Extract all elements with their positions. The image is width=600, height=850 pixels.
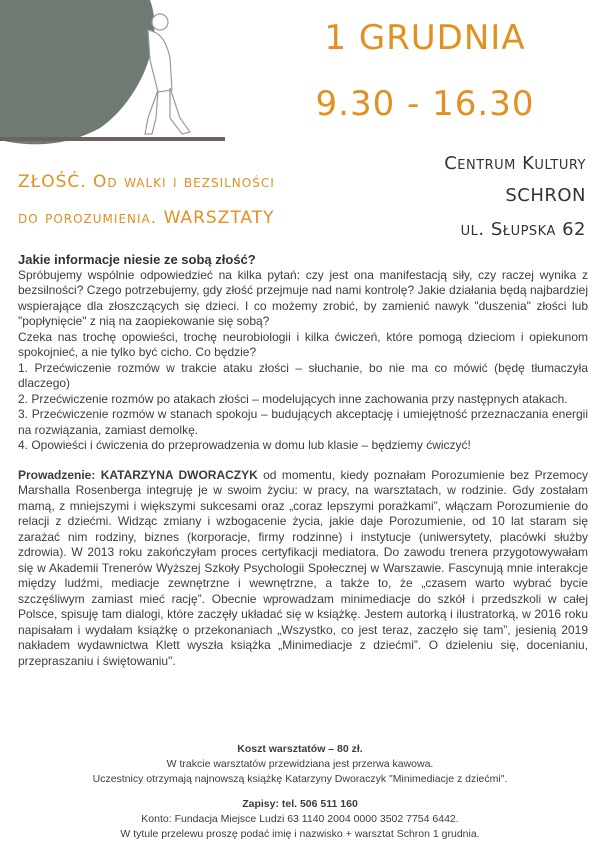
header-illustration	[0, 0, 240, 150]
program-item: 4. Opowieści i ćwiczenia do przeprowadzenia w domu lub klasie – będziemy ćwiczyć!	[18, 438, 471, 452]
event-date: 1 GRUDNIA	[324, 18, 526, 58]
intro-heading: Jakie informacje niesie ze sobą złość?	[18, 252, 256, 267]
signup-line: Zapisy: tel. 506 511 160	[242, 798, 358, 810]
program-item: 1. Przećwiczenie rozmów w trakcie ataku złości – słuchanie, bo nie ma co mówić (będę tłumaczyła dlaczego)	[18, 360, 588, 390]
gift-line: Uczestnicy otrzymają najnowszą książkę Katarzyny Dworaczyk "Minimediacje z dziećmi".	[92, 773, 508, 785]
venue-name: Centrum Kultury	[444, 153, 586, 174]
boulder-shape	[0, 0, 154, 144]
intro-paragraph-2: Czeka nas trochę opowieści, trochę neurobiologii i kilka ćwiczeń, które pomogą dzieciom i opiekunom spokojnieć, a nie tylko być cicho. Co będzie?	[18, 329, 588, 359]
venue-subname: SCHRON	[505, 185, 586, 206]
account-line: Konto: Fundacja Miejsce Ludzi 63 1140 2004 0000 3502 7754 6442.	[141, 813, 459, 825]
venue-address: ul. Słupska 62	[460, 219, 586, 240]
event-time: 9.30 - 16.30	[315, 84, 535, 124]
workshop-title-line1: ZŁOŚĆ. Od walki i bezsilności	[18, 172, 275, 192]
transfer-note: W tytule przelewu proszę podać imię i nazwisko + warsztat Schron 1 grudnia.	[120, 828, 480, 840]
bio-paragraph	[18, 468, 588, 670]
workshop-title-line2: do porozumienia. WARSZTATY	[18, 208, 275, 228]
program-item: 2. Przećwiczenie rozmów po atakach złości – modelujących inne zachowania przy następnych atakach.	[18, 391, 568, 406]
program-item: 3. Przećwiczenie rozmów w stanach spokoju – budujących akceptację i umiejętność przeznaczania energii na rozwiązania, zamiast demolkę.	[18, 407, 588, 437]
break-line: W trakcie warsztatów przewidziana jest przerwa kawowa.	[166, 758, 434, 770]
main-content	[18, 252, 588, 669]
footer-info	[0, 742, 600, 842]
bio-text: od momentu, kiedy poznałam Porozumienie bez Przemocy Marshalla Rosenberga integruję je w swoim życiu: w pracy, na warsztatach, w rodzinie. Gdy zostałam mamą, z mniejszymi i większymi sukcesami oraz „coraz lepszymi porażkami”, włączam Porozumienie do relacji z dziećmi. Widząc zmiany i wzbogacenie życia, jakie daje Porozumienie, od 10 lat staram się zarażać nim rodziny, biznes (korporacje, firmy rodzinne) i instytucje (uniwersytety, placówki służby zdrowia). W 2013 roku zakończyłam proces certyfikacji mediatora. Do zawodu trenera przygotowywałam się w Akademii Trenerów Wyższej Szkoły Psychologii Społecznej w Warszawie. Fascynują mnie interakcje między ludźmi, mediacje zewnętrzne i wewnętrzne, a także to, że „czasem warto wybrać bycie szczęśliwym zamiast mieć rację”. Obecnie wprowadzam minimediacje do szkół i przedszkoli w całej Polsce, spisuję tam dialogi, które zaczęły układać się w książkę. Jestem autorką i ilustratorką, w 2016 roku napisałam i wydałam książkę o przekonaniach „Wszystko, co jest teraz, zaczęło się tam”, jesienią 2019 nakładem wydawnictwa Klett wyszła książka „Minimediacje z dziećmi”. O dzieleniu się, docenianiu, przepraszaniu i świętowaniu".	[18, 467, 588, 668]
cost-line: Koszt warsztatów – 80 zł.	[237, 743, 363, 755]
pushing-figure-icon	[145, 14, 190, 134]
intro-paragraph: Spróbujemy wspólnie odpowiedzieć na kilka pytań: czy jest ona manifestacją siły, czy raczej wynika z bezsilności? Czego potrzebujemy, gdy złość przejmuje nad nami kontrolę? Jakie działania będą najbardziej wspierające dla złoszczących się dzieci. I co możemy zrobić, by zamienić nawyk "duszenia" złości lub "popłynięcie" z nią na zaopiekowanie się sobą?	[18, 267, 588, 328]
bio-lead: Prowadzenie: KATARZYNA DWORACZYK	[18, 467, 258, 482]
